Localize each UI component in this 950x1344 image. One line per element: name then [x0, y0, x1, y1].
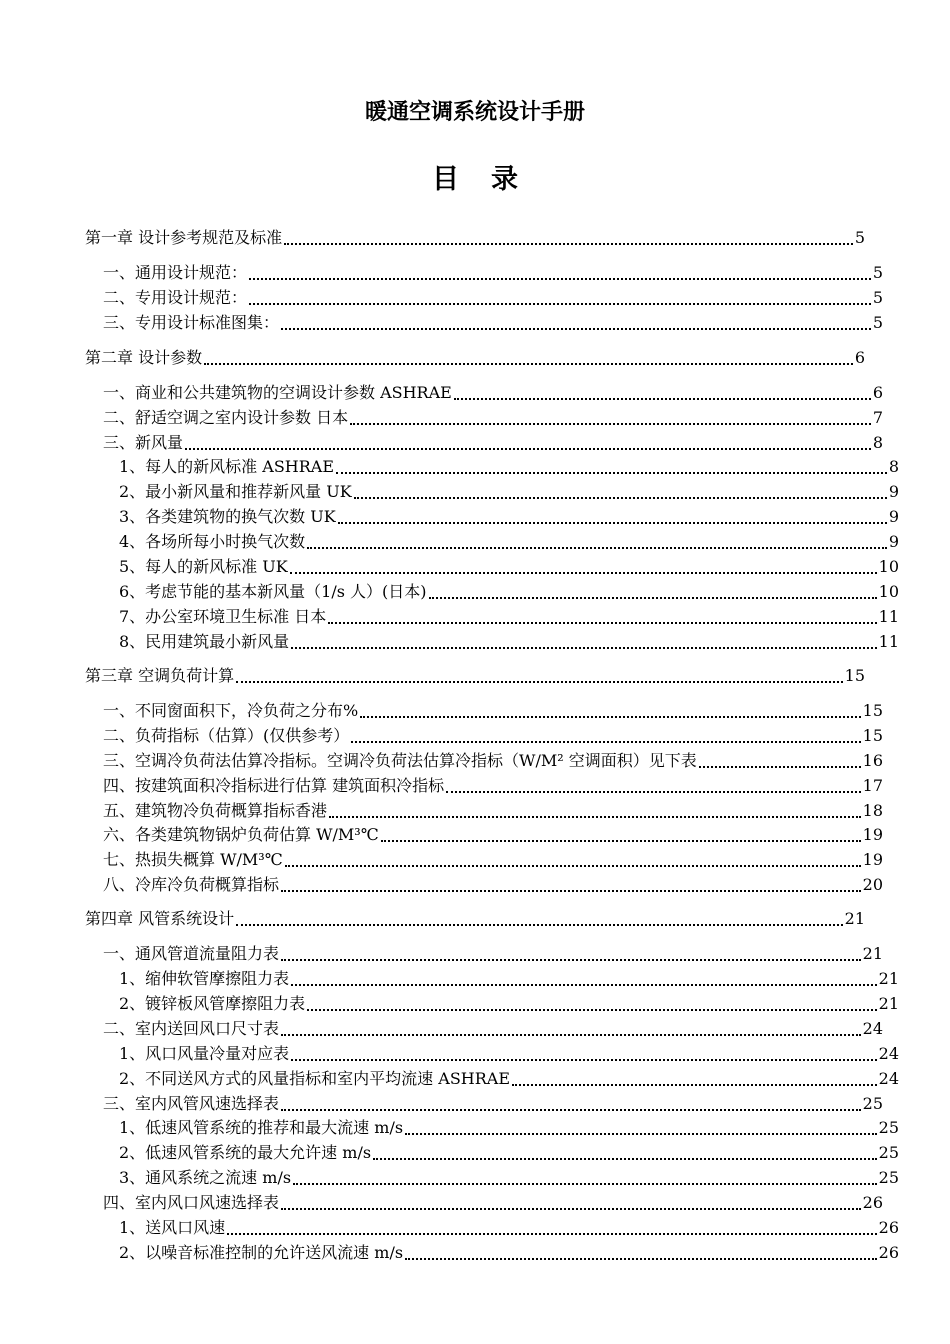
toc-entry[interactable] — [85, 748, 883, 772]
toc-dot-leader — [329, 816, 861, 818]
toc-entry[interactable] — [85, 260, 883, 284]
toc-entry-page-number: 25 — [862, 1094, 883, 1113]
toc-entry-label: 一、商业和公共建筑物的空调设计参数 ASHRAE — [103, 383, 452, 402]
toc-entry-page-number: 17 — [862, 776, 883, 795]
toc-entry[interactable] — [85, 1215, 899, 1239]
toc-dot-leader — [512, 1084, 877, 1086]
toc-entry-label: 1、风口风量冷量对应表 — [119, 1044, 290, 1063]
toc-dot-leader — [281, 959, 861, 961]
toc-entry-label: 第三章 空调负荷计算 — [85, 666, 235, 685]
toc-entry-page-number: 15 — [862, 726, 883, 745]
toc-entry[interactable] — [85, 847, 883, 871]
toc-heading — [0, 160, 950, 200]
toc-entry-label: 二、专用设计规范： — [103, 288, 248, 307]
toc-entry-label: 第二章 设计参数 — [85, 348, 203, 367]
toc-entry[interactable] — [85, 941, 883, 965]
toc-entry-label: 二、舒适空调之室内设计参数 日本 — [103, 408, 349, 427]
toc-entry[interactable] — [85, 822, 883, 846]
toc-dot-leader — [354, 497, 887, 499]
toc-entry[interactable] — [85, 1165, 899, 1189]
toc-entry-label: 三、空调冷负荷法估算冷指标。空调冷负荷法估算冷指标（W/M² 空调面积）见下表 — [103, 751, 697, 770]
toc-entry-label: 三、室内风管风速选择表 — [103, 1094, 280, 1113]
toc-entry-page-number: 10 — [878, 557, 899, 576]
toc-entry[interactable] — [85, 454, 899, 478]
toc-entry-page-number: 25 — [878, 1118, 899, 1137]
toc-entry[interactable] — [85, 966, 899, 990]
document-title: 暖通空调系统设计手册 — [364, 100, 585, 125]
toc-dot-leader — [307, 547, 887, 549]
toc-entry[interactable] — [85, 579, 899, 603]
toc-entry[interactable] — [85, 1115, 899, 1139]
toc-dot-leader — [281, 1034, 861, 1036]
toc-entry-page-number: 26 — [862, 1193, 883, 1212]
toc-dot-leader — [204, 363, 853, 365]
toc-entry[interactable] — [85, 1016, 883, 1040]
toc-entry[interactable] — [85, 1140, 899, 1164]
toc-entry-label: 四、室内风口风速选择表 — [103, 1193, 280, 1212]
toc-entry-page-number: 24 — [878, 1069, 899, 1088]
toc-entry-label: 7、办公室环境卫生标准 日本 — [119, 607, 327, 626]
toc-entry-label: 一、通风管道流量阻力表 — [103, 944, 280, 963]
toc-entry[interactable] — [85, 405, 883, 429]
toc-entry-page-number: 20 — [862, 875, 883, 894]
toc-entry[interactable] — [85, 1190, 883, 1214]
toc-entry-page-number: 11 — [878, 607, 899, 626]
toc-entry-label: 2、不同送风方式的风量指标和室内平均流速 ASHRAE — [119, 1069, 511, 1088]
toc-entry[interactable] — [85, 991, 899, 1015]
toc-entry-label: 1、缩伸软管摩擦阻力表 — [119, 969, 290, 988]
toc-entry-page-number: 21 — [862, 944, 883, 963]
toc-dot-leader — [281, 328, 871, 330]
toc-entry-label: 一、通用设计规范： — [103, 263, 248, 282]
toc-dot-leader — [405, 1258, 877, 1260]
toc-entry-label: 1、送风口风速 — [119, 1218, 226, 1237]
toc-entry-label: 3、各类建筑物的换气次数 UK — [119, 507, 336, 526]
toc-entry-page-number: 11 — [878, 632, 899, 651]
toc-entry-page-number: 26 — [878, 1218, 899, 1237]
toc-entry-page-number: 25 — [878, 1143, 899, 1162]
toc-entry[interactable] — [85, 1041, 899, 1065]
toc-entry-page-number: 24 — [878, 1044, 899, 1063]
toc-entry-page-number: 8 — [888, 457, 899, 476]
toc-heading-left: 目 — [432, 164, 459, 195]
toc-dot-leader — [699, 766, 861, 768]
toc-entry-page-number: 8 — [872, 433, 883, 452]
toc-entry-label: 5、每人的新风标准 UK — [119, 557, 288, 576]
toc-dot-leader — [249, 303, 871, 305]
toc-dot-leader — [291, 1059, 876, 1061]
toc-dot-leader — [336, 472, 887, 474]
toc-entry-page-number: 15 — [844, 666, 865, 685]
toc-entry-page-number: 5 — [854, 228, 865, 247]
toc-entry-page-number: 18 — [862, 801, 883, 820]
toc-dot-leader — [307, 1009, 876, 1011]
toc-entry-label: 三、专用设计标准图集： — [103, 313, 280, 332]
toc-entry[interactable] — [85, 698, 883, 722]
toc-entry-label: 2、以噪音标准控制的允许送风流速 m/s — [119, 1243, 404, 1262]
toc-dot-leader — [351, 741, 860, 743]
toc-entry-page-number: 19 — [862, 825, 883, 844]
toc-entry[interactable] — [85, 604, 899, 628]
toc-dot-leader — [350, 423, 871, 425]
toc-entry-page-number: 5 — [872, 288, 883, 307]
toc-entry-label: 2、低速风管系统的最大允许速 m/s — [119, 1143, 372, 1162]
toc-dot-leader — [284, 243, 853, 245]
toc-dot-leader — [281, 1208, 861, 1210]
toc-entry[interactable] — [85, 225, 865, 249]
toc-dot-leader — [291, 647, 876, 649]
toc-entry-page-number: 19 — [862, 850, 883, 869]
toc-entry[interactable] — [85, 663, 865, 687]
toc-entry[interactable] — [85, 1240, 899, 1264]
toc-entry-label: 4、各场所每小时换气次数 — [119, 532, 306, 551]
toc-entry-label: 五、建筑物冷负荷概算指标香港 — [103, 801, 328, 820]
toc-entry[interactable] — [85, 529, 899, 553]
toc-dot-leader — [381, 840, 861, 842]
toc-entry-label: 2、最小新风量和推荐新风量 UK — [119, 482, 352, 501]
toc-entry[interactable] — [85, 380, 883, 404]
toc-entry-label: 四、按建筑面积冷指标进行估算 建筑面积冷指标 — [103, 776, 445, 795]
toc-dot-leader — [236, 924, 843, 926]
toc-dot-leader — [249, 278, 871, 280]
toc-entry[interactable] — [85, 906, 865, 930]
toc-entry[interactable] — [85, 479, 899, 503]
toc-entry-page-number: 6 — [872, 383, 883, 402]
toc-entry-page-number: 7 — [872, 408, 883, 427]
toc-entry[interactable] — [85, 554, 899, 578]
toc-entry-label: 二、室内送回风口尺寸表 — [103, 1019, 280, 1038]
toc-entry-page-number: 5 — [872, 263, 883, 282]
toc-dot-leader — [328, 622, 876, 624]
toc-dot-leader — [338, 522, 887, 524]
toc-dot-leader — [236, 681, 843, 683]
toc-entry-page-number: 10 — [878, 582, 899, 601]
toc-entry-label: 六、各类建筑物锅炉负荷估算 W/M³℃ — [103, 825, 379, 844]
toc-entry-page-number: 25 — [878, 1168, 899, 1187]
toc-dot-leader — [446, 791, 861, 793]
toc-entry[interactable] — [85, 504, 899, 528]
toc-entry-page-number: 9 — [888, 482, 899, 501]
toc-heading-right: 录 — [491, 164, 518, 195]
toc-entry[interactable] — [85, 629, 899, 653]
toc-entry-page-number: 9 — [888, 532, 899, 551]
toc-entry-page-number: 24 — [862, 1019, 883, 1038]
toc-entry[interactable] — [85, 285, 883, 309]
toc-entry-label: 2、镀锌板风管摩擦阻力表 — [119, 994, 306, 1013]
toc-dot-leader — [227, 1233, 876, 1235]
toc-entry-label: 第四章 风管系统设计 — [85, 909, 235, 928]
toc-dot-leader — [290, 572, 877, 574]
toc-dot-leader — [454, 398, 871, 400]
toc-entry[interactable] — [85, 773, 883, 797]
toc-entry-label: 1、每人的新风标准 ASHRAE — [119, 457, 335, 476]
toc-entry-page-number: 16 — [862, 751, 883, 770]
toc-entry-page-number: 21 — [844, 909, 865, 928]
toc-entry-label: 八、冷库冷负荷概算指标 — [103, 875, 280, 894]
toc-entry-page-number: 5 — [872, 313, 883, 332]
toc-entry-label: 1、低速风管系统的推荐和最大流速 m/s — [119, 1118, 404, 1137]
toc-entry-label: 3、通风系统之流速 m/s — [119, 1168, 292, 1187]
toc-entry[interactable] — [85, 1091, 883, 1115]
toc-dot-leader — [281, 890, 861, 892]
toc-entry[interactable] — [85, 345, 865, 369]
toc-entry-label: 二、负荷指标（估算）(仅供参考） — [103, 726, 350, 745]
toc-entry-label: 8、民用建筑最小新风量 — [119, 632, 290, 651]
toc-dot-leader — [405, 1133, 877, 1135]
toc-dot-leader — [185, 448, 871, 450]
toc-entry-label: 第一章 设计参考规范及标准 — [85, 228, 283, 247]
toc-entry[interactable] — [85, 872, 883, 896]
toc-entry-page-number: 21 — [878, 969, 899, 988]
toc-entry-page-number: 26 — [878, 1243, 899, 1262]
toc-dot-leader — [291, 984, 876, 986]
toc-dot-leader — [373, 1158, 877, 1160]
toc-entry[interactable] — [85, 430, 883, 454]
toc-dot-leader — [360, 716, 860, 718]
toc-entry-page-number: 6 — [854, 348, 865, 367]
toc-entry-page-number: 15 — [862, 701, 883, 720]
toc-entry[interactable] — [85, 798, 883, 822]
toc-entry-label: 三、新风量 — [103, 433, 184, 452]
toc-dot-leader — [285, 865, 861, 867]
toc-entry[interactable] — [85, 1066, 899, 1090]
toc-entry[interactable] — [85, 310, 883, 334]
toc-entry[interactable] — [85, 723, 883, 747]
toc-entry-label: 七、热损失概算 W/M³℃ — [103, 850, 283, 869]
toc-dot-leader — [293, 1183, 877, 1185]
toc-entry-page-number: 9 — [888, 507, 899, 526]
toc-entry-label: 6、考虑节能的基本新风量（1/s 人）(日本) — [119, 582, 427, 601]
toc-dot-leader — [429, 597, 877, 599]
toc-entry-page-number: 21 — [878, 994, 899, 1013]
toc-entry-label: 一、不同窗面积下，冷负荷之分布% — [103, 701, 359, 720]
toc-dot-leader — [281, 1109, 861, 1111]
